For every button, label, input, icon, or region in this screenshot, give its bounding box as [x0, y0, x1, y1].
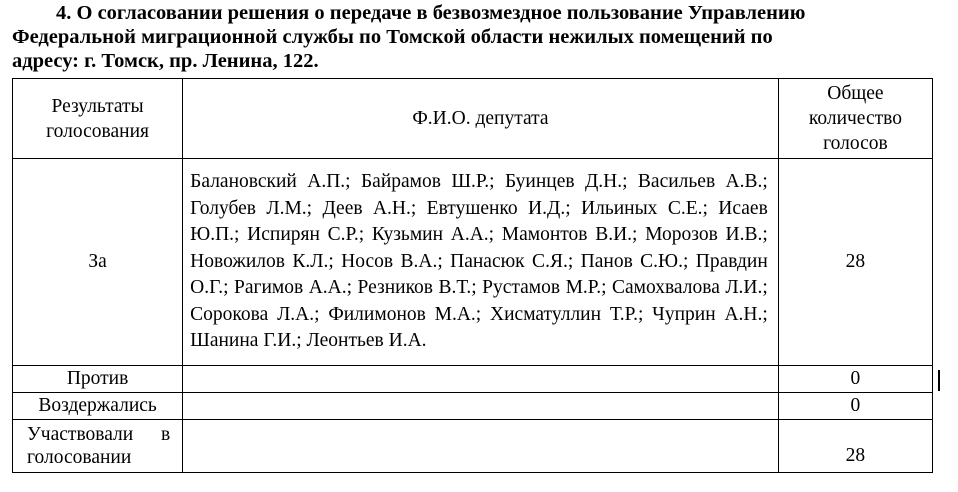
text-cursor [938, 370, 940, 391]
voting-results-table [12, 78, 933, 473]
row-for-names: Балановский А.П.; Байрамов Ш.Р.; Буинцев Д.Н.; Васильев А.В.; Голубев Л.М.; Деев А.Н.; Евтушенко И.Д.; Ильиных С.Е.; Исаев Ю.П.; Испирян С.Р.; Кузьмин А.А.; Мамонтов В.И.; Морозов И.В.; Новожилов К.Л.; Носов В.А.; Панасюк С.Я.; Панов С.Ю.; Правдин О.Г.; Рагимов А.А.; Резников В.Т.; Рустамов М.Р.; Самохвалова Л.И.; Сорокова Л.А.; Филимонов М.А.; Хисматуллин Т.Р.; Чуприн А.Н.; Шанина Г.И.; Леонтьев И.А. [183, 159, 779, 366]
header-total-votes: Общее количество голосов [778, 79, 932, 159]
row-abstained-label: Воздержались [13, 393, 183, 420]
heading-line-1: 4. О согласовании решения о передаче в безвозмездное пользование Управлению [56, 2, 806, 24]
row-participated-label: Участвовали в голосовании [13, 420, 183, 473]
table-row-abstained [13, 393, 933, 420]
row-participated-count: 28 [778, 420, 932, 473]
table-row-participated [13, 420, 933, 473]
row-for-count: 28 [778, 159, 932, 366]
table-row-against [13, 366, 933, 393]
agenda-item-heading [12, 1, 924, 73]
row-for-label: За [13, 159, 183, 366]
row-against-label: Против [13, 366, 183, 393]
table-row-for [13, 159, 933, 366]
row-abstained-count: 0 [778, 393, 932, 420]
heading-line-2: Федеральной миграционной службы по Томской области нежилых помещений по [12, 26, 773, 48]
row-abstained-names [183, 393, 779, 420]
row-against-count: 0 [778, 366, 932, 393]
row-participated-names [183, 420, 779, 473]
header-results: Результаты голосования [13, 79, 183, 159]
table-header-row [13, 79, 933, 159]
heading-line-3: адресу: г. Томск, пр. Ленина, 122. [12, 50, 319, 72]
row-against-names [183, 366, 779, 393]
header-deputy-name: Ф.И.О. депутата [183, 79, 779, 159]
